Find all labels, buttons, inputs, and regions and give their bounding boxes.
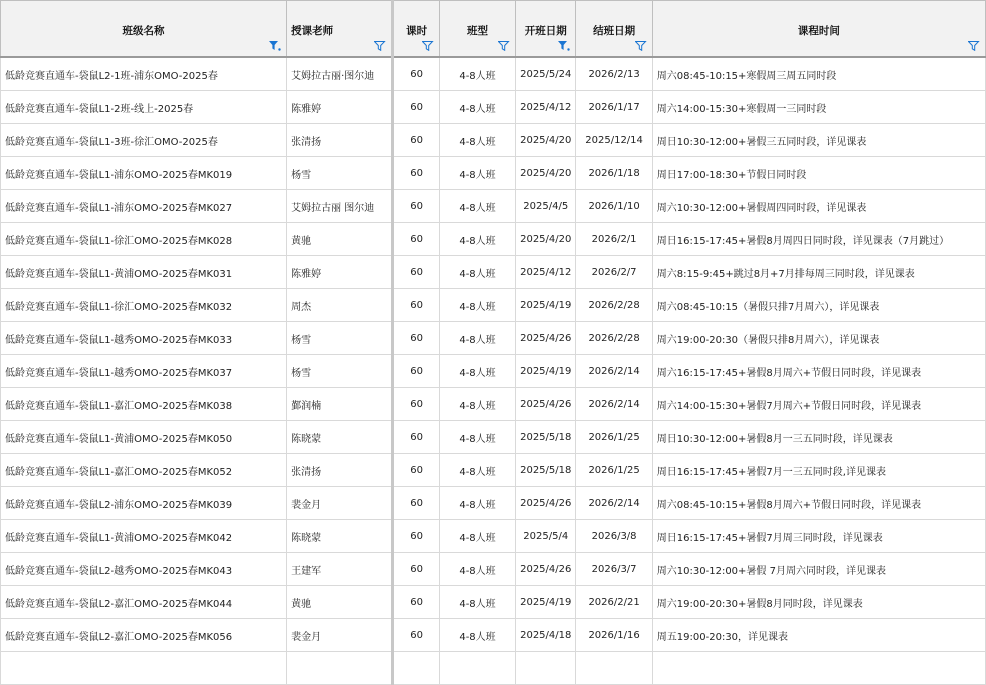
- cell-class-name[interactable]: [1, 652, 287, 685]
- table-row[interactable]: [1, 421, 986, 454]
- cell-hours[interactable]: 60: [393, 190, 440, 223]
- cell-teacher[interactable]: 周杰: [287, 289, 393, 322]
- cell-teacher[interactable]: 杨雪: [287, 355, 393, 388]
- cell-end-date[interactable]: 2026/3/7: [576, 553, 652, 586]
- cell-class-type[interactable]: 4-8人班: [439, 619, 515, 652]
- cell-course-time[interactable]: 周六08:45-10:15（暑假只排7月周六），详见课表: [652, 289, 985, 322]
- cell-start-date[interactable]: 2025/4/18: [516, 619, 576, 652]
- column-header-class-name[interactable]: [1, 1, 287, 58]
- cell-hours[interactable]: 60: [393, 256, 440, 289]
- cell-class-type[interactable]: 4-8人班: [439, 190, 515, 223]
- cell-class-name[interactable]: 低龄竞赛直通车-袋鼠L1-黄浦OMO-2025春MK050: [1, 421, 287, 454]
- cell-start-date[interactable]: 2025/4/19: [516, 355, 576, 388]
- cell-end-date[interactable]: 2026/1/16: [576, 619, 652, 652]
- table-row[interactable]: [1, 57, 986, 91]
- cell-class-name[interactable]: 低龄竞赛直通车-袋鼠L1-嘉汇OMO-2025春MK038: [1, 388, 287, 421]
- filter-icon[interactable]: [374, 41, 386, 51]
- cell-end-date[interactable]: 2026/2/21: [576, 586, 652, 619]
- cell-class-name[interactable]: 低龄竞赛直通车-袋鼠L1-徐汇OMO-2025春MK032: [1, 289, 287, 322]
- cell-class-type[interactable]: 4-8人班: [439, 388, 515, 421]
- cell-course-time[interactable]: 周日17:00-18:30+节假日同时段: [652, 157, 985, 190]
- cell-hours[interactable]: 60: [393, 619, 440, 652]
- cell-teacher[interactable]: 裴金月: [287, 619, 393, 652]
- cell-start-date[interactable]: 2025/4/5: [516, 190, 576, 223]
- cell-class-type[interactable]: 4-8人班: [439, 223, 515, 256]
- cell-class-type[interactable]: 4-8人班: [439, 289, 515, 322]
- cell-course-time[interactable]: 周五19:00-20:30，详见课表: [652, 619, 985, 652]
- table-row[interactable]: [1, 454, 986, 487]
- cell-course-time[interactable]: 周日16:15-17:45+暑假8月周四日同时段，详见课表（7月跳过）: [652, 223, 985, 256]
- cell-start-date[interactable]: 2025/4/26: [516, 553, 576, 586]
- cell-start-date[interactable]: 2025/4/12: [516, 256, 576, 289]
- table-row[interactable]: [1, 124, 986, 157]
- table-row[interactable]: [1, 322, 986, 355]
- cell-course-time[interactable]: 周六16:15-17:45+暑假8月周六+节假日同时段，详见课表: [652, 355, 985, 388]
- filter-active-icon[interactable]: [558, 41, 570, 51]
- cell-teacher[interactable]: 黄驰: [287, 223, 393, 256]
- cell-course-time[interactable]: 周六19:00-20:30+暑假8月同时段，详见课表: [652, 586, 985, 619]
- cell-teacher[interactable]: 张清扬: [287, 454, 393, 487]
- cell-end-date[interactable]: 2026/2/14: [576, 355, 652, 388]
- cell-hours[interactable]: 60: [393, 223, 440, 256]
- table-row[interactable]: [1, 586, 986, 619]
- cell-class-name[interactable]: 低龄竞赛直通车-袋鼠L1-越秀OMO-2025春MK037: [1, 355, 287, 388]
- cell-course-time[interactable]: 周日10:30-12:00+暑假8月一三五同时段，详见课表: [652, 421, 985, 454]
- cell-hours[interactable]: 60: [393, 553, 440, 586]
- cell-start-date[interactable]: 2025/4/26: [516, 487, 576, 520]
- cell-end-date[interactable]: 2026/2/13: [576, 57, 652, 91]
- cell-end-date[interactable]: 2026/2/14: [576, 487, 652, 520]
- cell-course-time[interactable]: 周日10:30-12:00+暑假三五同时段，详见课表: [652, 124, 985, 157]
- column-header-label: 班型: [467, 25, 488, 37]
- cell-teacher[interactable]: 鄞润楠: [287, 388, 393, 421]
- cell-hours[interactable]: [393, 652, 440, 685]
- table-row[interactable]: [1, 223, 986, 256]
- cell-course-time[interactable]: 周日16:15-17:45+暑假7月一三五同时段,详见课表: [652, 454, 985, 487]
- cell-hours[interactable]: 60: [393, 454, 440, 487]
- cell-teacher[interactable]: [287, 652, 393, 685]
- table-row[interactable]: [1, 388, 986, 421]
- cell-end-date[interactable]: 2025/12/14: [576, 124, 652, 157]
- cell-start-date[interactable]: 2025/4/20: [516, 157, 576, 190]
- filter-icon[interactable]: [635, 41, 647, 51]
- header-row: [1, 1, 986, 58]
- cell-class-type[interactable]: 4-8人班: [439, 322, 515, 355]
- cell-teacher[interactable]: 陈晓蒙: [287, 421, 393, 454]
- cell-teacher[interactable]: 王建军: [287, 553, 393, 586]
- cell-hours[interactable]: 60: [393, 388, 440, 421]
- cell-class-name[interactable]: 低龄竞赛直通车-袋鼠L1-徐汇OMO-2025春MK028: [1, 223, 287, 256]
- table-row[interactable]: [1, 256, 986, 289]
- cell-hours[interactable]: 60: [393, 157, 440, 190]
- cell-class-name[interactable]: 低龄竞赛直通车-袋鼠L2-嘉汇OMO-2025春MK056: [1, 619, 287, 652]
- cell-class-name[interactable]: 低龄竞赛直通车-袋鼠L1-黄浦OMO-2025春MK031: [1, 256, 287, 289]
- cell-class-type[interactable]: 4-8人班: [439, 454, 515, 487]
- cell-hours[interactable]: 60: [393, 91, 440, 124]
- cell-start-date[interactable]: 2025/5/18: [516, 454, 576, 487]
- cell-hours[interactable]: 60: [393, 520, 440, 553]
- filter-icon[interactable]: [498, 41, 510, 51]
- cell-end-date[interactable]: 2026/2/7: [576, 256, 652, 289]
- cell-teacher[interactable]: 陈雅婷: [287, 256, 393, 289]
- cell-start-date[interactable]: 2025/5/4: [516, 520, 576, 553]
- table-row[interactable]: [1, 355, 986, 388]
- cell-start-date[interactable]: 2025/4/26: [516, 388, 576, 421]
- cell-course-time[interactable]: 周六14:00-15:30+寒假周一三同时段: [652, 91, 985, 124]
- column-header-label: 结班日期: [593, 25, 636, 37]
- cell-teacher[interactable]: 杨雪: [287, 322, 393, 355]
- cell-end-date[interactable]: 2026/2/14: [576, 388, 652, 421]
- cell-hours[interactable]: 60: [393, 487, 440, 520]
- cell-end-date[interactable]: 2026/1/25: [576, 454, 652, 487]
- cell-class-name[interactable]: 低龄竞赛直通车-袋鼠L2-嘉汇OMO-2025春MK044: [1, 586, 287, 619]
- cell-hours[interactable]: 60: [393, 289, 440, 322]
- cell-class-type[interactable]: 4-8人班: [439, 157, 515, 190]
- cell-hours[interactable]: 60: [393, 421, 440, 454]
- cell-hours[interactable]: 60: [393, 586, 440, 619]
- cell-end-date[interactable]: [576, 652, 652, 685]
- cell-end-date[interactable]: 2026/1/25: [576, 421, 652, 454]
- cell-teacher[interactable]: 裴金月: [287, 487, 393, 520]
- cell-hours[interactable]: 60: [393, 355, 440, 388]
- cell-class-name[interactable]: 低龄竞赛直通车-袋鼠L2-1班-浦东OMO-2025春: [1, 57, 287, 91]
- table-row[interactable]: [1, 520, 986, 553]
- cell-end-date[interactable]: 2026/2/1: [576, 223, 652, 256]
- cell-course-time[interactable]: 周六10:30-12:00+暑假 7月周六同时段，详见课表: [652, 553, 985, 586]
- cell-hours[interactable]: 60: [393, 322, 440, 355]
- table-row[interactable]: [1, 619, 986, 652]
- cell-class-type[interactable]: 4-8人班: [439, 355, 515, 388]
- cell-class-type[interactable]: 4-8人班: [439, 421, 515, 454]
- cell-class-name[interactable]: 低龄竞赛直通车-袋鼠L1-浦东OMO-2025春MK027: [1, 190, 287, 223]
- cell-teacher[interactable]: 艾姆拉古丽 图尔迪: [287, 190, 393, 223]
- cell-class-name[interactable]: 低龄竞赛直通车-袋鼠L1-2班-线上-2025春: [1, 91, 287, 124]
- cell-class-type[interactable]: 4-8人班: [439, 124, 515, 157]
- cell-class-type[interactable]: 4-8人班: [439, 520, 515, 553]
- table-row[interactable]: [1, 553, 986, 586]
- cell-class-type[interactable]: 4-8人班: [439, 553, 515, 586]
- table-body: [1, 57, 986, 685]
- cell-course-time[interactable]: 周六10:30-12:00+暑假周四同时段，详见课表: [652, 190, 985, 223]
- cell-start-date[interactable]: 2025/5/24: [516, 57, 576, 91]
- column-header-label: 课程时间: [797, 25, 840, 37]
- cell-teacher[interactable]: 陈晓蒙: [287, 520, 393, 553]
- cell-class-type[interactable]: 4-8人班: [439, 586, 515, 619]
- cell-course-time[interactable]: [652, 652, 985, 685]
- cell-teacher[interactable]: 艾姆拉古丽·图尔迪: [287, 57, 393, 91]
- cell-class-type[interactable]: [439, 652, 515, 685]
- cell-teacher[interactable]: 黄驰: [287, 586, 393, 619]
- cell-class-name[interactable]: 低龄竞赛直通车-袋鼠L1-3班-徐汇OMO-2025春: [1, 124, 287, 157]
- cell-class-name[interactable]: 低龄竞赛直通车-袋鼠L1-嘉汇OMO-2025春MK052: [1, 454, 287, 487]
- cell-course-time[interactable]: 周六08:45-10:15+暑假8月周六+节假日同时段，详见课表: [652, 487, 985, 520]
- cell-course-time[interactable]: 周六14:00-15:30+暑假7月周六+节假日同时段，详见课表: [652, 388, 985, 421]
- cell-class-name[interactable]: 低龄竞赛直通车-袋鼠L1-浦东OMO-2025春MK019: [1, 157, 287, 190]
- cell-course-time[interactable]: 周六8:15-9:45+跳过8月+7月排每周三同时段，详见课表: [652, 256, 985, 289]
- cell-start-date[interactable]: 2025/4/19: [516, 289, 576, 322]
- cell-start-date[interactable]: 2025/5/18: [516, 421, 576, 454]
- cell-start-date[interactable]: 2025/4/20: [516, 223, 576, 256]
- column-header-course-time[interactable]: [652, 1, 985, 58]
- cell-course-time[interactable]: 周日16:15-17:45+暑假7月周三同时段，详见课表: [652, 520, 985, 553]
- cell-start-date[interactable]: 2025/4/19: [516, 586, 576, 619]
- cell-teacher[interactable]: 杨雪: [287, 157, 393, 190]
- table-row[interactable]: [1, 157, 986, 190]
- cell-end-date[interactable]: 2026/1/10: [576, 190, 652, 223]
- cell-class-name[interactable]: 低龄竞赛直通车-袋鼠L2-浦东OMO-2025春MK039: [1, 487, 287, 520]
- table-row[interactable]: [1, 289, 986, 322]
- cell-class-type[interactable]: 4-8人班: [439, 256, 515, 289]
- column-header-hours[interactable]: [393, 1, 440, 58]
- cell-class-name[interactable]: 低龄竞赛直通车-袋鼠L1-黄浦OMO-2025春MK042: [1, 520, 287, 553]
- cell-hours[interactable]: 60: [393, 124, 440, 157]
- cell-end-date[interactable]: 2026/3/8: [576, 520, 652, 553]
- cell-start-date[interactable]: 2025/4/12: [516, 91, 576, 124]
- filter-icon[interactable]: [968, 41, 980, 51]
- cell-teacher[interactable]: 张清扬: [287, 124, 393, 157]
- cell-end-date[interactable]: 2026/2/28: [576, 289, 652, 322]
- cell-class-name[interactable]: 低龄竞赛直通车-袋鼠L2-越秀OMO-2025春MK043: [1, 553, 287, 586]
- cell-course-time[interactable]: 周六19:00-20:30（暑假只排8月周六），详见课表: [652, 322, 985, 355]
- column-header-class-type[interactable]: [439, 1, 515, 58]
- table-row[interactable]: [1, 190, 986, 223]
- cell-start-date[interactable]: 2025/4/20: [516, 124, 576, 157]
- cell-start-date[interactable]: 2025/4/26: [516, 322, 576, 355]
- column-header-teacher[interactable]: [287, 1, 393, 58]
- cell-end-date[interactable]: 2026/1/18: [576, 157, 652, 190]
- cell-class-type[interactable]: 4-8人班: [439, 91, 515, 124]
- table-row[interactable]: [1, 652, 986, 685]
- column-header-label: 班级名称: [122, 25, 165, 37]
- cell-class-type[interactable]: 4-8人班: [439, 487, 515, 520]
- table-row[interactable]: [1, 487, 986, 520]
- cell-start-date[interactable]: [516, 652, 576, 685]
- column-header-label: 授课老师: [291, 25, 334, 37]
- cell-class-type[interactable]: 4-8人班: [439, 57, 515, 91]
- table-row[interactable]: [1, 91, 986, 124]
- cell-course-time[interactable]: 周六08:45-10:15+寒假周三周五同时段: [652, 57, 985, 91]
- cell-end-date[interactable]: 2026/2/28: [576, 322, 652, 355]
- column-header-start-date[interactable]: [516, 1, 576, 58]
- cell-class-name[interactable]: 低龄竞赛直通车-袋鼠L1-越秀OMO-2025春MK033: [1, 322, 287, 355]
- filter-icon[interactable]: [422, 41, 434, 51]
- cell-hours[interactable]: 60: [393, 57, 440, 91]
- cell-teacher[interactable]: 陈雅婷: [287, 91, 393, 124]
- column-header-label: 课时: [406, 25, 428, 37]
- cell-end-date[interactable]: 2026/1/17: [576, 91, 652, 124]
- column-header-label: 开班日期: [524, 25, 567, 37]
- column-header-end-date[interactable]: [576, 1, 652, 58]
- filter-active-icon[interactable]: [269, 41, 281, 51]
